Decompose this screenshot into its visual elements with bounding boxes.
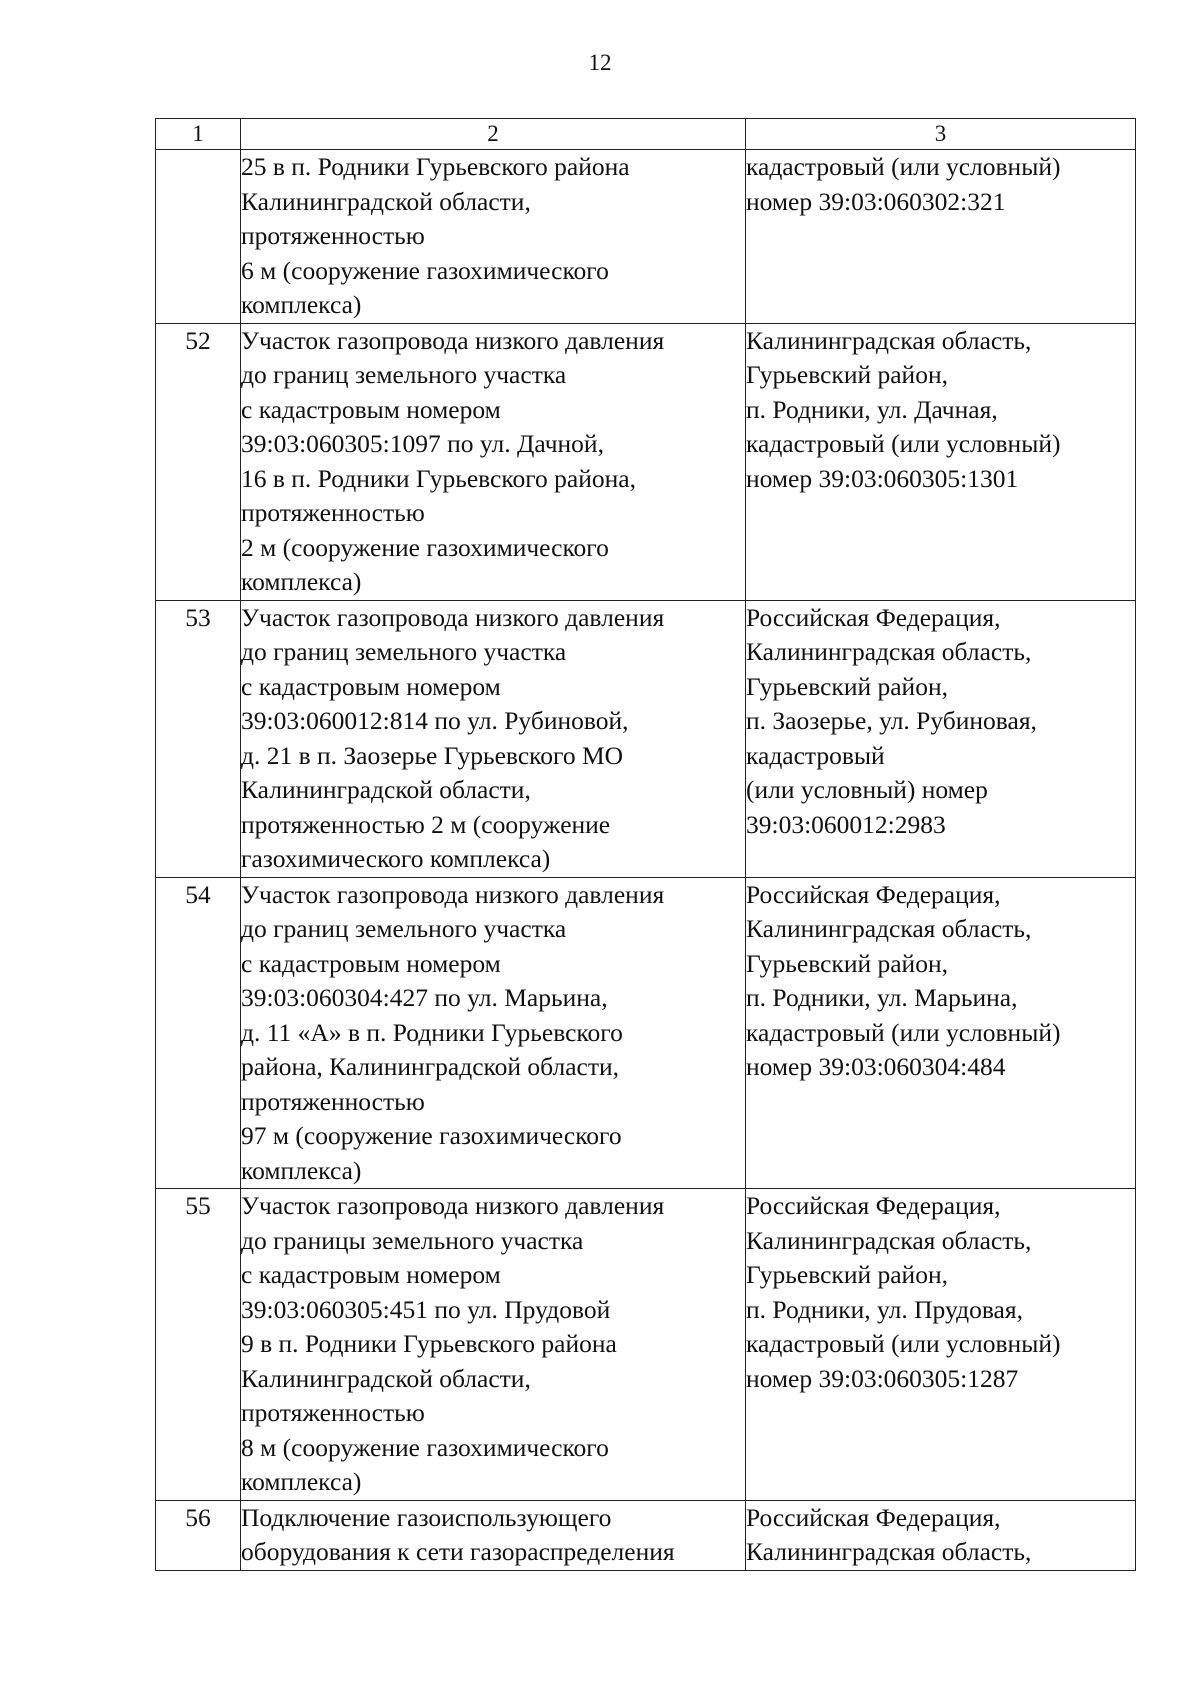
address-cell [746, 1189, 1136, 1501]
description-line: с кадастровым номером [241, 394, 501, 424]
column-header-3: 3 [746, 119, 1136, 150]
address-cell [746, 877, 1136, 1189]
address-line: Калининградская область, [746, 914, 1032, 943]
description-line: 9 в п. Родники Гурьевского района [241, 1329, 617, 1358]
column-header-2: 2 [241, 119, 746, 150]
page-number: 12 [588, 50, 612, 75]
table-row [156, 1500, 1136, 1570]
address-line: номер 39:03:060302:321 [746, 186, 1006, 216]
address-line: Гурьевский район, [746, 948, 948, 978]
description-line: района, Калининградской области, [241, 1052, 620, 1081]
description-line: 16 в п. Родники Гурьевского района, [241, 463, 636, 493]
table-header-row [156, 119, 1136, 150]
address-line: кадастровый [746, 740, 885, 770]
row-number-cell: 56 [156, 1500, 241, 1570]
address-line: номер 39:03:060305:1301 [746, 463, 1019, 493]
address-line: Российская Федерация, [746, 602, 1001, 632]
description-line: Участок газопровода низкого давления [241, 602, 665, 632]
description-line: Калининградской области, [241, 1363, 531, 1393]
address-line: п. Родники, ул. Марьина, [746, 983, 1018, 1012]
address-line: Российская Федерация, [746, 879, 1001, 909]
description-line: д. 21 в п. Заозерье Гурьевского МО [241, 740, 624, 770]
table-row [156, 877, 1136, 1189]
description-line: Участок газопровода низкого давления [241, 325, 665, 355]
address-line: п. Заозерье, ул. Рубиновая, [746, 706, 1037, 735]
address-line: Российская Федерация, [746, 1502, 1001, 1532]
address-line: 39:03:060012:2983 [746, 809, 946, 839]
description-line: 6 м (сооружение газохимического [241, 255, 609, 285]
object-description-cell [241, 600, 746, 877]
table-row [156, 323, 1136, 600]
description-line: 39:03:060305:451 по ул. Прудовой [241, 1294, 611, 1324]
object-description-cell [241, 323, 746, 600]
table-body [156, 150, 1136, 1571]
description-line: 39:03:060012:814 по ул. Рубиновой, [241, 706, 629, 735]
row-number-cell: 53 [156, 600, 241, 877]
address-line: кадастровый (или условный) [746, 152, 1061, 181]
description-line: оборудования к сети газораспределения [241, 1537, 675, 1566]
address-line: п. Родники, ул. Дачная, [746, 394, 998, 424]
description-line: комплекса) [241, 1467, 362, 1496]
object-description-cell [241, 1500, 746, 1570]
address-line: кадастровый (или условный) [746, 1329, 1061, 1358]
description-line: с кадастровым номером [241, 948, 501, 978]
column-header-1: 1 [156, 119, 241, 150]
address-cell [746, 1500, 1136, 1570]
address-line: кадастровый (или условный) [746, 429, 1061, 458]
address-line: п. Родники, ул. Прудовая, [746, 1294, 1023, 1324]
address-line: (или условный) номер [746, 775, 988, 804]
object-description-cell [241, 150, 746, 324]
description-line: Подключение газоиспользующего [241, 1502, 612, 1532]
row-number-cell: 54 [156, 877, 241, 1189]
description-line: Участок газопровода низкого давления [241, 879, 665, 909]
address-line: кадастровый (или условный) [746, 1017, 1061, 1047]
description-line: комплекса) [241, 1155, 362, 1185]
description-line: протяженностью [241, 1398, 425, 1427]
address-cell [746, 323, 1136, 600]
address-cell [746, 150, 1136, 324]
description-line: 25 в п. Родники Гурьевского района [241, 152, 630, 181]
description-line: до границ земельного участка [241, 637, 567, 666]
address-line: номер 39:03:060305:1287 [746, 1363, 1019, 1393]
address-line: Гурьевский район, [746, 360, 948, 389]
description-line: протяженностью [241, 1086, 425, 1116]
address-line: Гурьевский район, [746, 671, 948, 701]
property-table [155, 118, 1136, 1571]
address-line: Российская Федерация, [746, 1191, 1001, 1220]
table-row [156, 600, 1136, 877]
description-line: 39:03:060305:1097 по ул. Дачной, [241, 429, 604, 458]
address-line: Калининградская область, [746, 325, 1032, 355]
description-line: д. 11 «А» в п. Родники Гурьевского [241, 1017, 623, 1047]
description-line: комплекса) [241, 567, 362, 596]
description-line: комплекса) [241, 290, 362, 319]
description-line: 2 м (сооружение газохимического [241, 532, 609, 562]
description-line: 39:03:060304:427 по ул. Марьина, [241, 983, 608, 1012]
description-line: с кадастровым номером [241, 1260, 501, 1289]
description-line: с кадастровым номером [241, 671, 501, 701]
description-line: до границ земельного участка [241, 914, 567, 943]
object-description-cell [241, 877, 746, 1189]
row-number-cell: 55 [156, 1189, 241, 1501]
row-number-cell [156, 150, 241, 324]
description-line: Участок газопровода низкого давления [241, 1191, 665, 1220]
description-line: до границы земельного участка [241, 1225, 584, 1255]
address-line: Калининградская область, [746, 1537, 1032, 1566]
description-line: до границ земельного участка [241, 360, 567, 389]
address-line: номер 39:03:060304:484 [746, 1052, 1006, 1081]
address-line: Калининградская область, [746, 1225, 1032, 1255]
description-line: протяженностью 2 м (сооружение [241, 809, 611, 839]
table-row [156, 150, 1136, 324]
description-line: Калининградской области, [241, 186, 531, 216]
address-line: Гурьевский район, [746, 1260, 948, 1289]
description-line: Калининградской области, [241, 775, 531, 804]
address-cell [746, 600, 1136, 877]
description-line: протяженностью [241, 221, 425, 250]
description-line: 8 м (сооружение газохимического [241, 1432, 609, 1462]
description-line: газохимического комплекса) [241, 844, 551, 873]
description-line: 97 м (сооружение газохимического [241, 1121, 622, 1150]
description-line: протяженностью [241, 498, 425, 527]
row-number-cell: 52 [156, 323, 241, 600]
address-line: Калининградская область, [746, 637, 1032, 666]
table-row [156, 1189, 1136, 1501]
object-description-cell [241, 1189, 746, 1501]
